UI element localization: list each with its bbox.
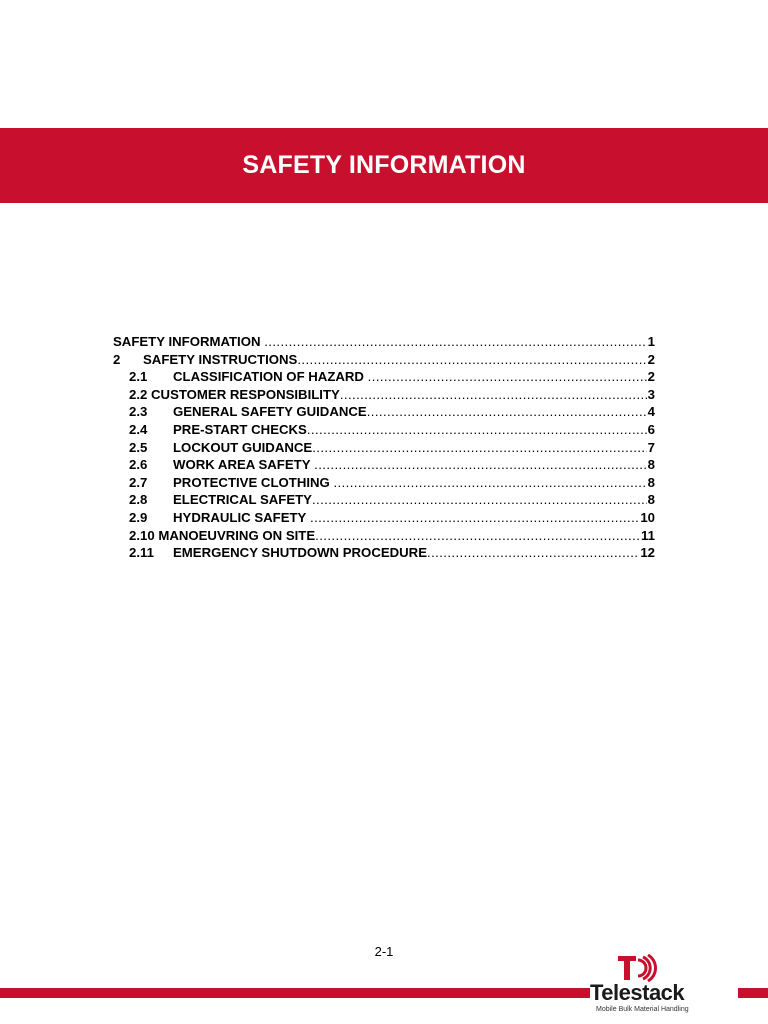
toc-entry-title: MANOEUVRING ON SITE: [158, 527, 316, 543]
toc-leader-dots: [427, 544, 639, 562]
toc-entry-number: 2.4: [129, 421, 148, 437]
toc-entry-number: 2.11: [129, 545, 154, 561]
toc-entry-title: GENERAL SAFETY GUIDANCE: [173, 404, 367, 420]
toc-entry[interactable]: [113, 368, 655, 386]
toc-entry[interactable]: [113, 509, 655, 527]
toc-leader-dots: [312, 439, 646, 457]
toc-entry-number: 2.9: [129, 509, 148, 525]
toc-entry-number: 2.7: [129, 474, 148, 490]
toc-entry-page: 1: [647, 334, 655, 349]
toc-entry-number: 2.2: [129, 386, 148, 402]
toc-entry-number: 2.1: [129, 369, 148, 385]
toc-entry[interactable]: [113, 421, 655, 439]
toc-leader-dots: [261, 333, 647, 351]
telestack-logo: [588, 954, 738, 1022]
toc-leader-dots: [307, 421, 647, 439]
title-banner: [0, 128, 768, 203]
toc-entry-title: EMERGENCY SHUTDOWN PROCEDURE: [173, 545, 428, 561]
toc-entry-number: 2.3: [129, 404, 148, 420]
toc-entry-number: 2.10: [129, 527, 155, 543]
logo-wordmark: Telestack: [590, 980, 685, 1005]
toc-leader-dots: [297, 351, 646, 369]
table-of-contents: [113, 333, 655, 562]
toc-entry-page: 8: [647, 457, 655, 473]
toc-leader-dots: [306, 509, 639, 527]
toc-entry-number: 2: [113, 351, 121, 367]
toc-entry[interactable]: [113, 544, 655, 562]
toc-entry[interactable]: [113, 527, 655, 545]
toc-entry[interactable]: [113, 491, 655, 509]
toc-entry-page: 8: [647, 474, 655, 490]
footer-rule-end: [738, 988, 768, 998]
toc-entry[interactable]: [113, 386, 655, 404]
page-title: SAFETY INFORMATION: [242, 151, 526, 179]
toc-leader-dots: [311, 456, 647, 474]
toc-entry-title: PRE-START CHECKS: [173, 421, 307, 437]
toc-entry-page: 8: [647, 492, 655, 508]
toc-entry-number: 2.6: [129, 457, 148, 473]
toc-entry-page: 10: [640, 509, 655, 525]
toc-entry[interactable]: [113, 456, 655, 474]
toc-entry-page: 3: [647, 386, 655, 402]
toc-entry-title: SAFETY INSTRUCTIONS: [143, 351, 298, 367]
toc-entry-page: 11: [641, 527, 655, 543]
toc-entry[interactable]: [113, 333, 655, 351]
toc-entry-page: 6: [647, 421, 655, 437]
toc-entry[interactable]: [113, 351, 655, 369]
toc-entry-title: HYDRAULIC SAFETY: [173, 509, 307, 525]
footer-rule: [0, 988, 590, 998]
toc-leader-dots: [315, 527, 640, 545]
toc-leader-dots: [330, 474, 647, 492]
toc-entry-title: WORK AREA SAFETY: [173, 457, 311, 473]
toc-entry-title: ELECTRICAL SAFETY: [173, 492, 312, 508]
toc-entry-title: PROTECTIVE CLOTHING: [173, 474, 330, 490]
logo-tagline: Mobile Bulk Material Handling: [596, 1006, 689, 1013]
toc-entry-number: 2.5: [129, 439, 148, 455]
toc-entry-title: LOCKOUT GUIDANCE: [173, 439, 313, 455]
toc-entry[interactable]: [113, 403, 655, 421]
toc-entry-page: 7: [647, 439, 655, 455]
toc-entry-page: 2: [647, 369, 655, 385]
page-number: 2-1: [374, 944, 394, 959]
signal-waves-icon: [614, 954, 670, 982]
toc-leader-dots: [312, 491, 647, 509]
toc-entry-page: 12: [640, 545, 655, 561]
toc-entry-title: SAFETY INFORMATION: [113, 334, 261, 349]
toc-leader-dots: [367, 403, 647, 421]
toc-entry-page: 4: [647, 404, 655, 420]
toc-entry-number: 2.8: [129, 492, 148, 508]
toc-entry[interactable]: [113, 439, 655, 457]
toc-entry-title: CUSTOMER RESPONSIBILITY: [151, 386, 340, 402]
toc-entry[interactable]: [113, 474, 655, 492]
toc-entry-page: 2: [647, 351, 655, 367]
toc-leader-dots: [340, 386, 647, 404]
toc-entry-title: CLASSIFICATION OF HAZARD: [173, 369, 364, 385]
toc-leader-dots: [364, 368, 647, 386]
